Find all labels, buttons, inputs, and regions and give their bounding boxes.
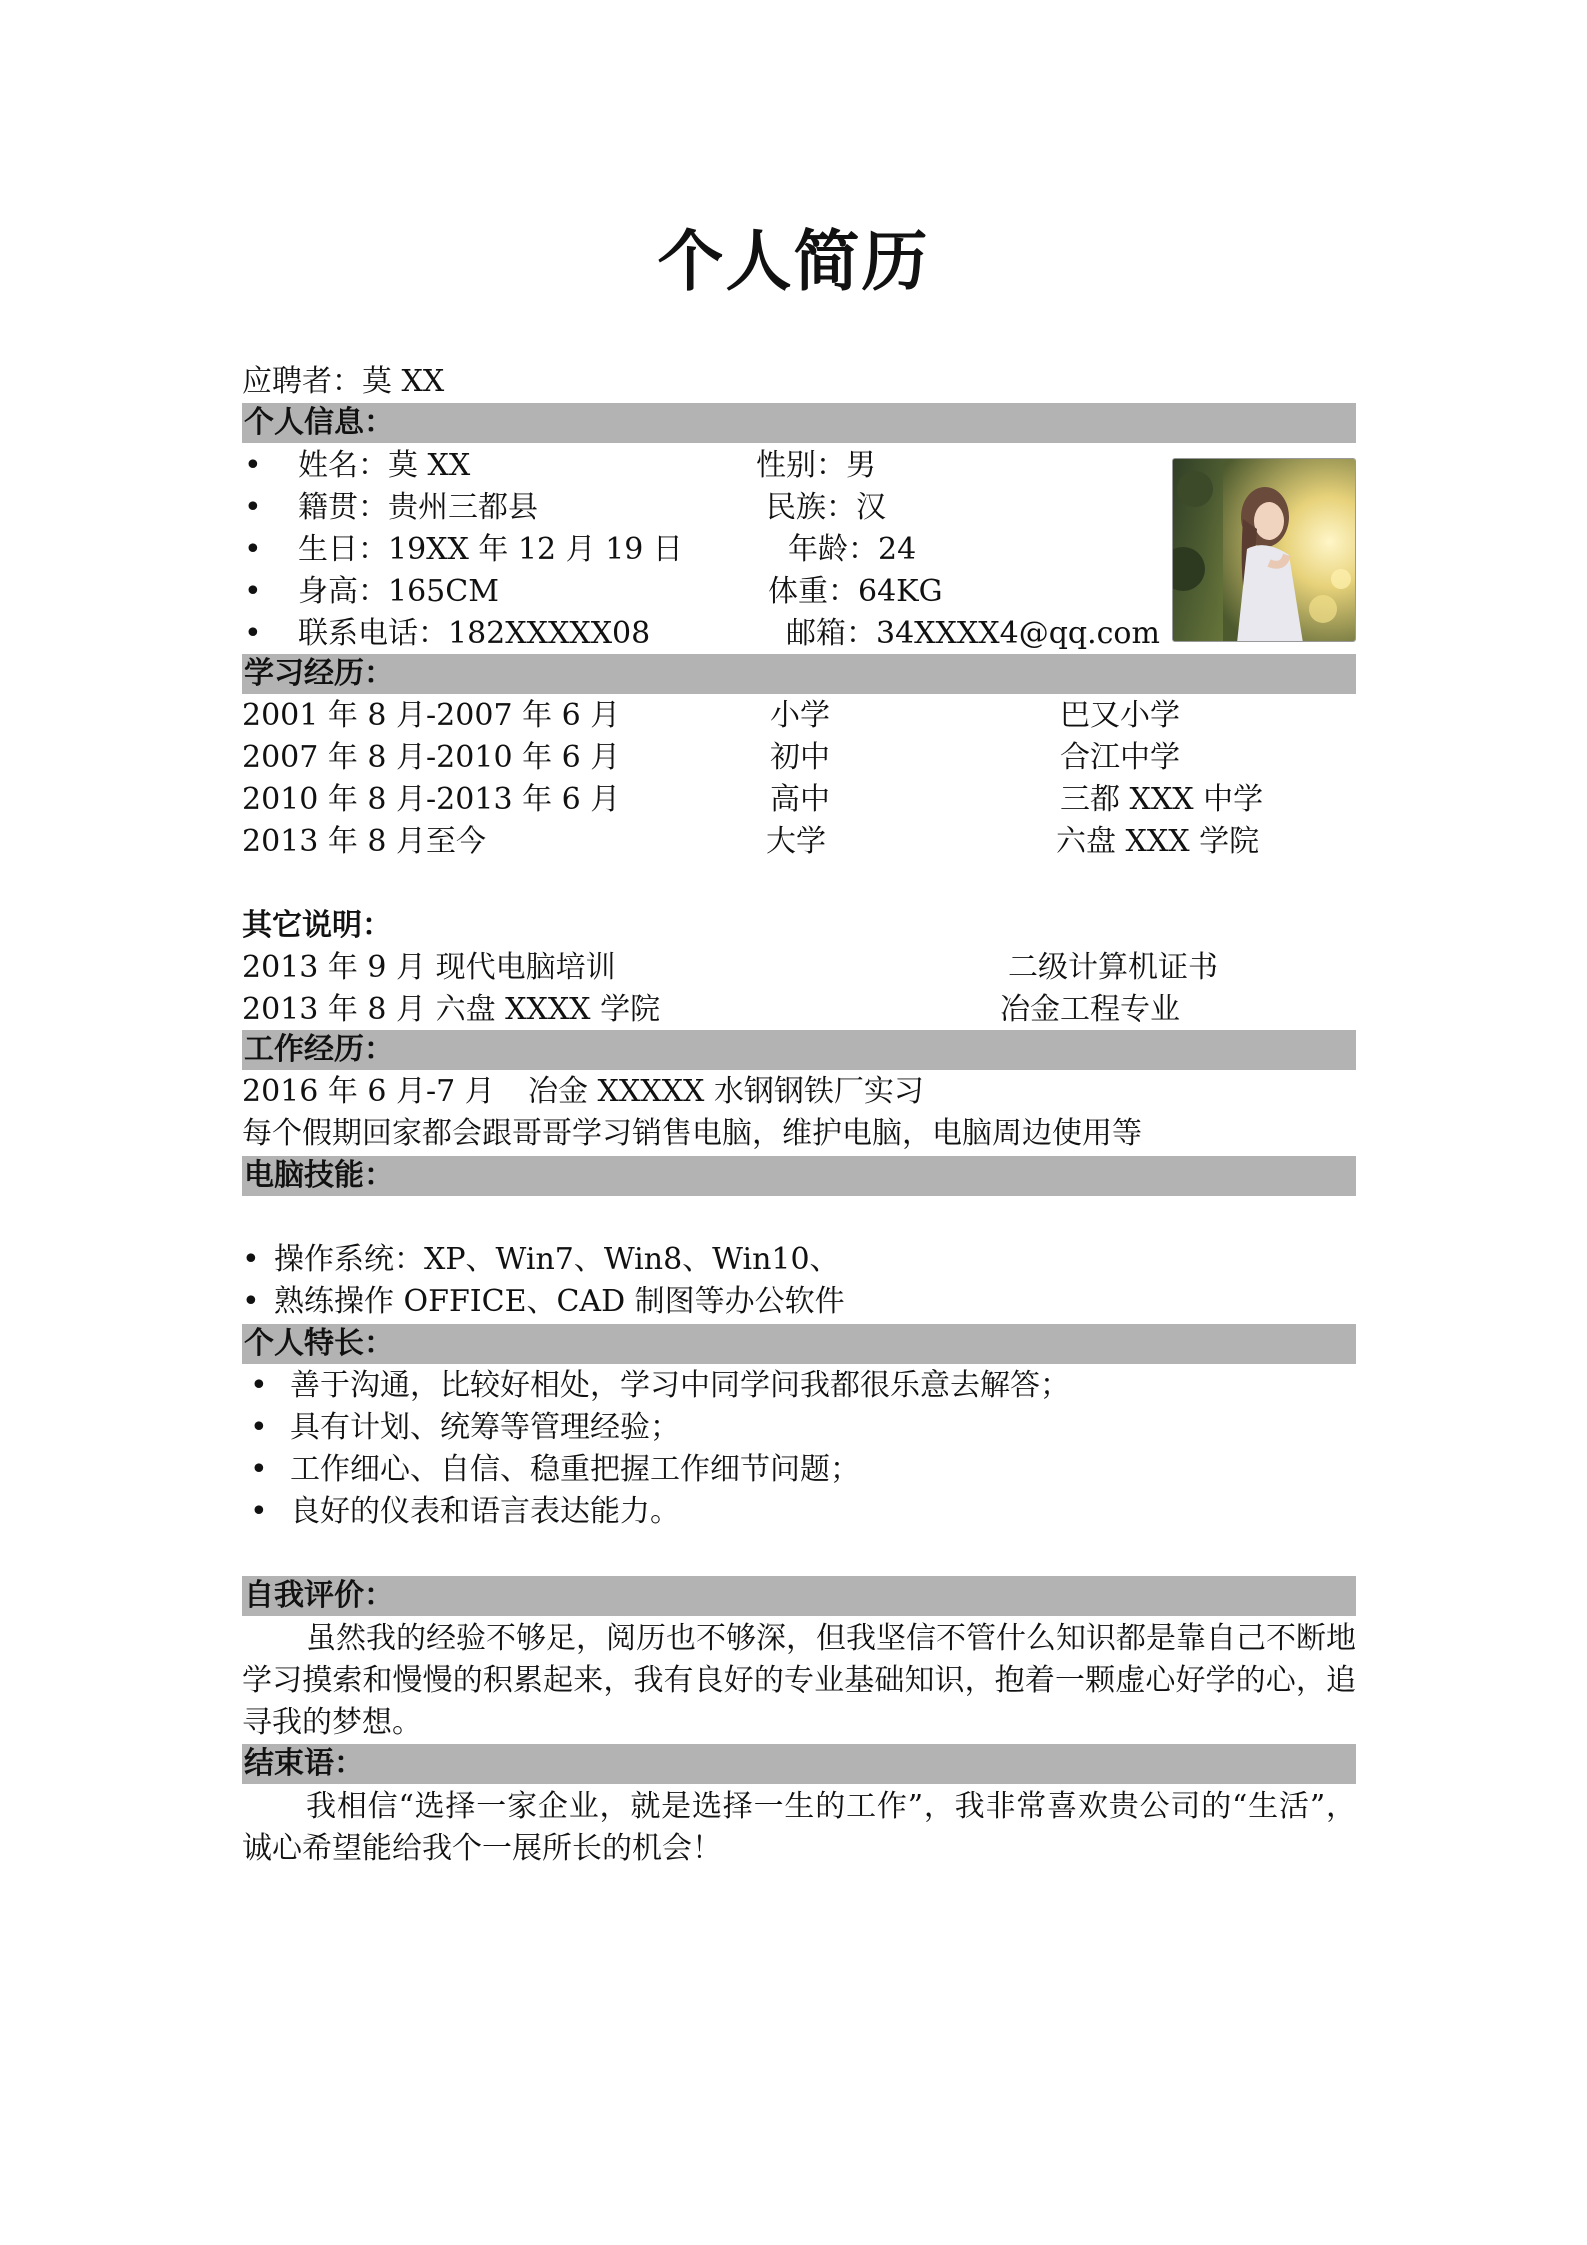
info-gender: 性别：男 <box>756 448 876 483</box>
section-computer-header: 电脑技能： <box>242 1156 1356 1196</box>
work-date: 2016 年 6 月-7 月 <box>242 1074 495 1109</box>
bullet-icon: • <box>244 490 262 525</box>
profile-photo <box>1172 458 1356 642</box>
info-weight: 体重：64KG <box>768 574 943 609</box>
section-closing-header: 结束语： <box>242 1744 1356 1784</box>
bullet-icon: • <box>250 1494 268 1529</box>
edu-level: 大学 <box>766 824 826 859</box>
strength-item: 工作细心、自信、稳重把握工作细节问题； <box>290 1452 860 1487</box>
info-hometown: 籍贯：贵州三都县 <box>298 490 538 525</box>
edu-school: 合江中学 <box>1060 740 1180 775</box>
evaluation-text: 虽然我的经验不够足，阅历也不够深，但我坚信不管什么知识都是靠自己不断地学习摸索和慢慢的积累起来，我有良好的专业基础知识，抱着一颗虚心好学的心，追寻我的梦想。 <box>242 1621 1356 1740</box>
other-item-detail: 冶金工程专业 <box>1000 992 1180 1027</box>
applicant-line: 应聘者：莫 XX <box>242 364 445 399</box>
edu-level: 高中 <box>770 782 830 817</box>
edu-period: 2013 年 8 月至今 <box>242 824 487 859</box>
edu-level: 小学 <box>770 698 830 733</box>
computer-skill: 操作系统：XP、Win7、Win8、Win10、 <box>274 1242 840 1277</box>
edu-school: 巴又小学 <box>1060 698 1180 733</box>
bullet-icon: • <box>242 1242 260 1277</box>
edu-period: 2001 年 8 月-2007 年 6 月 <box>242 698 621 733</box>
strength-item: 善于沟通，比较好相处，学习中同学问我都很乐意去解答； <box>290 1368 1070 1403</box>
edu-level: 初中 <box>770 740 830 775</box>
section-strengths-header: 个人特长： <box>242 1324 1356 1364</box>
section-education-header: 学习经历： <box>242 654 1356 694</box>
section-evaluation-header: 自我评价： <box>242 1576 1356 1616</box>
bullet-icon: • <box>250 1410 268 1445</box>
other-item: 2013 年 9 月 现代电脑培训 <box>242 950 616 985</box>
computer-skill: 熟练操作 OFFICE、CAD 制图等办公软件 <box>274 1284 845 1319</box>
page-title: 个人简历 <box>657 222 930 300</box>
bullet-icon: • <box>244 532 262 567</box>
work-note: 每个假期回家都会跟哥哥学习销售电脑，维护电脑，电脑周边使用等 <box>242 1116 1142 1151</box>
info-email: 邮箱：34XXXX4@qq.com <box>786 616 1160 651</box>
bullet-icon: • <box>250 1368 268 1403</box>
info-ethnicity: 民族：汉 <box>766 490 886 525</box>
other-item-detail: 二级计算机证书 <box>1008 950 1218 985</box>
info-age: 年龄：24 <box>788 532 917 567</box>
section-other-header: 其它说明： <box>242 908 392 943</box>
other-item: 2013 年 8 月 六盘 XXXX 学院 <box>242 992 661 1027</box>
info-height: 身高：165CM <box>298 574 499 609</box>
edu-school: 六盘 XXX 学院 <box>1056 824 1260 859</box>
bullet-icon: • <box>244 448 262 483</box>
info-phone: 联系电话：182XXXXX08 <box>298 616 651 651</box>
info-birthday: 生日：19XX 年 12 月 19 日 <box>298 532 683 567</box>
bullet-icon: • <box>250 1452 268 1487</box>
strength-item: 良好的仪表和语言表达能力。 <box>290 1494 680 1529</box>
edu-period: 2007 年 8 月-2010 年 6 月 <box>242 740 621 775</box>
bullet-icon: • <box>242 1284 260 1319</box>
bullet-icon: • <box>244 574 262 609</box>
section-personal-header: 个人信息： <box>242 403 1356 443</box>
bullet-icon: • <box>244 616 262 651</box>
strength-item: 具有计划、统筹等管理经验； <box>290 1410 680 1445</box>
section-work-header: 工作经历： <box>242 1030 1356 1070</box>
work-desc: 冶金 XXXXX 水钢钢铁厂实习 <box>528 1074 924 1109</box>
closing-text: 我相信“选择一家企业，就是选择一生的工作”，我非常喜欢贵公司的“生活”，诚心希望能给我个一展所长的机会！ <box>242 1789 1356 1866</box>
edu-school: 三都 XXX 中学 <box>1060 782 1264 817</box>
info-name: 姓名：莫 XX <box>298 448 471 483</box>
edu-period: 2010 年 8 月-2013 年 6 月 <box>242 782 621 817</box>
